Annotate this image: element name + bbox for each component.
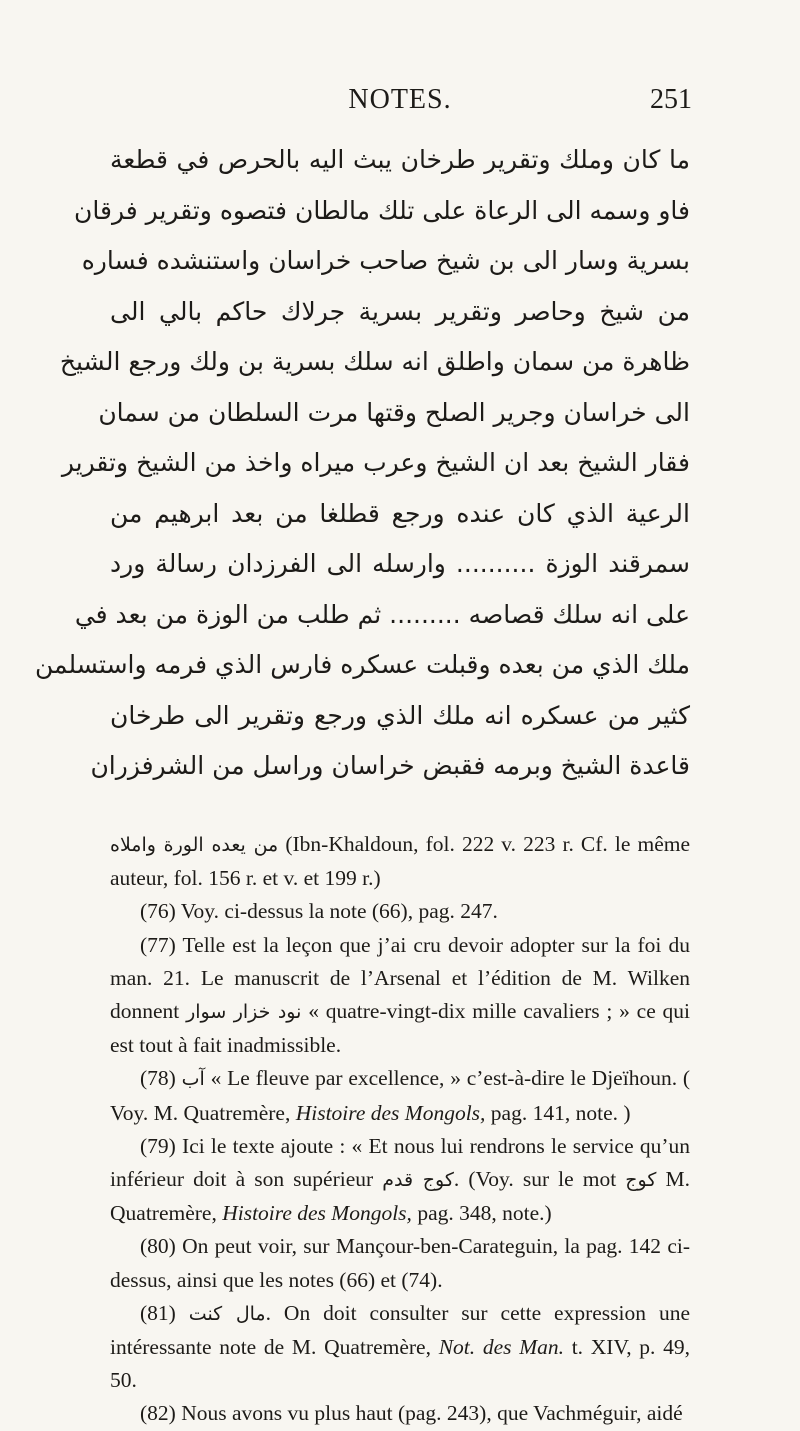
arabic-line-3: بسرية وسار الى بن شيخ صاحب خراسان واستنشده فساره — [81, 246, 690, 275]
notes-section — [110, 828, 690, 1431]
note-79-arabic-2: كوج — [625, 1169, 657, 1192]
arabic-line-13: قاعدة الشيخ وبرمه فقبض خراسان وراسل من الشرفزران — [90, 751, 690, 780]
arabic-line-1: ما كان وملك وتقرير طرخان يبث اليه بالحرص في قطعة — [110, 145, 690, 174]
arabic-line-10: على انه سلك قصاصه ......... ثم طلب من الوزة من بعد في — [74, 599, 690, 629]
note-79-start: (79) Ici le texte ajoute : « Et nous lui rendrons le service qu’un inférieur doit à son supérieur — [110, 1133, 690, 1192]
note-80: (80) On peut voir, sur Mançour-ben-Carateguin, la pag. 142 ci-dessus, ainsi que les notes (66) et (74). — [110, 1234, 690, 1292]
note-78 — [110, 1062, 690, 1129]
note-76: (76) Voy. ci-dessus la note (66), pag. 247. — [140, 899, 498, 924]
arabic-line-2: فاو وسمه الى الرعاة على تلك مالطان فتصوه وتقرير فرقان — [74, 195, 690, 225]
note-78-label: (78) — [140, 1066, 176, 1091]
note-81-end: t. XIV, p. 49, 50. — [110, 1335, 691, 1393]
note-75-arabic: من يعده الورة واملاه — [110, 834, 279, 856]
note-79-mid: . (Voy. sur le mot — [453, 1167, 617, 1192]
note-79-end: M. Quatremère, — [110, 1167, 691, 1226]
note-79 — [110, 1130, 690, 1231]
note-77-end: « quatre-vingt-dix mille cavaliers ; » ce qui est tout à fait inadmissible. — [110, 999, 691, 1058]
arabic-text-block — [34, 135, 690, 792]
arabic-line-11: ملك الذي من بعده وقبلت عسكره فارس الذي فرمه واستسلمن — [34, 650, 690, 679]
note-79-title: Histoire des Mongols, — [222, 1201, 412, 1226]
arabic-line-9: سمرقند الوزة .......... وارسله الى الفرزدان رسالة ورد — [110, 549, 690, 578]
arabic-line-4: من شيخ وحاصر وتقرير بسرية جرلاك حاكم بالي الى — [110, 296, 690, 326]
arabic-line-7: فقار الشيخ بعد ان الشيخ وعرب ميراه واخذ من الشيخ وتقرير — [61, 448, 690, 477]
note-77-start: (77) Telle est la leçon que j’ai cru devoir adopter sur la foi du man. 21. Le manuscrit de l’Arsenal et l’édition de M. Wilken donnent — [110, 932, 690, 1024]
arabic-line-5: ظاهرة من سمان واطلق انه سلك بسرية بن ولك ورجع الشيخ — [59, 347, 690, 376]
note-79-end-2: pag. 348, note.) — [411, 1201, 552, 1226]
note-78-title: Histoire des Mongols, — [295, 1100, 486, 1125]
arabic-line-12: كثير من عسكره انه ملك الذي ورجع وتقرير الى طرخان — [110, 700, 690, 730]
note-81-label: (81) — [140, 1300, 176, 1325]
page-header — [0, 84, 800, 124]
page-number: 251 — [650, 84, 692, 115]
note-81-text: . On doit consulter sur cette expression une intéressante note de M. Quatremère, — [110, 1300, 690, 1360]
note-75-citation — [110, 828, 690, 895]
note-75-text: (Ibn-Khaldoun, fol. 222 v. 223 r. Cf. le même auteur, fol. 156 r. et v. et 199 r.) — [110, 832, 691, 891]
note-81-arabic: مال كنت — [188, 1302, 266, 1325]
note-82: (82) Nous avons vu plus haut (pag. 243), que Vachméguir, aidé — [140, 1401, 683, 1426]
note-77-arabic: نود خزار سوار — [186, 1001, 302, 1024]
note-81-title: Not. des Man. — [438, 1335, 564, 1360]
note-77 — [110, 929, 690, 1063]
note-79-arabic: كوج قدم — [382, 1169, 454, 1192]
arabic-line-8: الرعية الذي كان عنده ورجع قطلغا من بعد ابرهيم من — [110, 498, 690, 528]
arabic-line-6: الى خراسان وجرير الصلح وقتها مرت السلطان من سمان — [98, 397, 690, 427]
note-78-arabic: آب — [181, 1068, 205, 1091]
running-title: NOTES. — [348, 84, 452, 115]
note-78-text: « Le fleuve par excellence, » c’est-à-dire le Djeïhoun. ( Voy. M. Quatremère, — [110, 1066, 691, 1125]
note-78-end: pag. 141, note. ) — [485, 1100, 631, 1125]
note-81 — [110, 1297, 690, 1398]
